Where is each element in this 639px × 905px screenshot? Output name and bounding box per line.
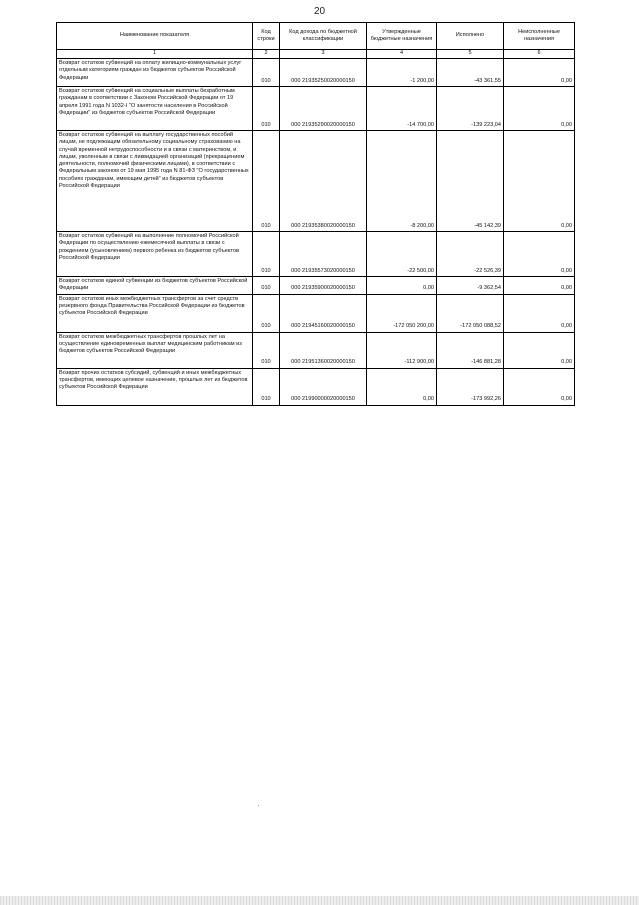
row-executed: -45 142,39 (437, 131, 504, 232)
table-row (57, 294, 575, 332)
row-name: Возврат прочих остатков субсидий, субвенций и иных межбюджетных трансфертов, имеющих целевое назначение, прошлых лет из бюджетов субъектов Российской Федерации (57, 368, 253, 405)
row-name: Возврат остатков субвенций на выполнение полномочий Российской Федерации по осуществлению ежемесячной выплаты в связи с рождением (усыновлением) первого ребенка из бюджетов субъектов Российской Федерации (57, 232, 253, 277)
table-row (57, 232, 575, 277)
row-approved: -112 900,00 (367, 332, 437, 368)
column-number: 5 (437, 50, 504, 59)
row-code: 010 (253, 332, 280, 368)
row-approved: 0,00 (367, 368, 437, 405)
row-code: 010 (253, 87, 280, 131)
table-header (57, 23, 575, 50)
row-approved: 0,00 (367, 277, 437, 295)
header-code: Код строки (253, 23, 280, 50)
row-unexecuted: 0,00 (504, 59, 575, 87)
row-name: Возврат остатков субвенций на социальные выплаты безработным гражданам в соответствии с Законом Российской Федерации от 19 апреля 1991 года N 1032-I "О занятости населения в Российской Федерации" из бюджетов субъектов Российской Федерации (57, 87, 253, 131)
row-kbk: 000 21935573020000150 (280, 232, 367, 277)
table-row (57, 131, 575, 232)
row-name: Возврат остатков иных межбюджетных трансфертов за счет средств резервного фонда Правительства Российской Федерации из бюджетов субъектов Российской Федерации (57, 294, 253, 332)
row-kbk: 000 21935250020000150 (280, 59, 367, 87)
row-code: 010 (253, 131, 280, 232)
column-number: 3 (280, 50, 367, 59)
row-unexecuted: 0,00 (504, 368, 575, 405)
column-number: 2 (253, 50, 280, 59)
table-row (57, 332, 575, 368)
row-approved: -14 700,00 (367, 87, 437, 131)
row-executed: -139 223,04 (437, 87, 504, 131)
column-number: 1 (57, 50, 253, 59)
row-kbk: 000 21951360020000150 (280, 332, 367, 368)
row-executed: -146 881,28 (437, 332, 504, 368)
column-number: 6 (504, 50, 575, 59)
row-approved: -1 200,00 (367, 59, 437, 87)
row-executed: -9 362,54 (437, 277, 504, 295)
header-name: Наименование показателя (57, 23, 253, 50)
page-number: 20 (313, 6, 326, 17)
scan-bottom-edge (0, 896, 639, 905)
row-executed: -173 992,26 (437, 368, 504, 405)
column-number-row (57, 50, 575, 59)
row-approved: -8 200,00 (367, 131, 437, 232)
row-unexecuted: 0,00 (504, 277, 575, 295)
row-code: 010 (253, 232, 280, 277)
row-kbk: 000 21990000020000150 (280, 368, 367, 405)
scan-speck (258, 805, 259, 806)
row-approved: -22 500,00 (367, 232, 437, 277)
row-unexecuted: 0,00 (504, 131, 575, 232)
row-code: 010 (253, 59, 280, 87)
row-approved: -172 050 200,00 (367, 294, 437, 332)
budget-execution-table (56, 22, 575, 406)
table-row (57, 277, 575, 295)
column-number: 4 (367, 50, 437, 59)
row-kbk: 000 21935900020000150 (280, 277, 367, 295)
row-name: Возврат остатков единой субвенции из бюджетов субъектов Российской Федерации (57, 277, 253, 295)
header-unexecuted: Неисполненные назначения (504, 23, 575, 50)
table-row (57, 368, 575, 405)
row-name: Возврат остатков межбюджетных трансфертов прошлых лет на осуществление единовременных выплат медицинским работникам из бюджетов субъектов Российской Федерации (57, 332, 253, 368)
header-kbk: Код дохода по бюджетной классификации (280, 23, 367, 50)
row-kbk: 000 21935380020000150 (280, 131, 367, 232)
row-code: 010 (253, 368, 280, 405)
table-row (57, 59, 575, 87)
row-name: Возврат остатков субвенций на выплату государственных пособий лицам, не подлежащим обязательному социальному страхованию на случай временной нетрудоспособности и в связи с материнством, и лицам, уволенным в связи с ликвидацией организаций (прекращением деятельности, полномочий физическими лицами), в соответствии с Федеральным законом от 19 мая 1995 года N 81-ФЗ "О государственных пособиях гражданам, имеющим детей" из бюджетов субъектов Российской Федерации (57, 131, 253, 232)
row-code: 010 (253, 294, 280, 332)
row-unexecuted: 0,00 (504, 232, 575, 277)
header-executed: Исполнено (437, 23, 504, 50)
row-unexecuted: 0,00 (504, 332, 575, 368)
row-unexecuted: 0,00 (504, 294, 575, 332)
row-executed: -43 361,55 (437, 59, 504, 87)
table-row (57, 87, 575, 131)
row-code: 010 (253, 277, 280, 295)
row-executed: -172 050 088,52 (437, 294, 504, 332)
row-executed: -22 526,39 (437, 232, 504, 277)
row-kbk: 000 21935290020000150 (280, 87, 367, 131)
header-approved: Утвержденные бюджетные назначения (367, 23, 437, 50)
row-unexecuted: 0,00 (504, 87, 575, 131)
row-name: Возврат остатков субвенций на оплату жилищно-коммунальных услуг отдельным категориям граждан из бюджетов субъектов Российской Федерации (57, 59, 253, 87)
row-kbk: 000 21945160020000150 (280, 294, 367, 332)
